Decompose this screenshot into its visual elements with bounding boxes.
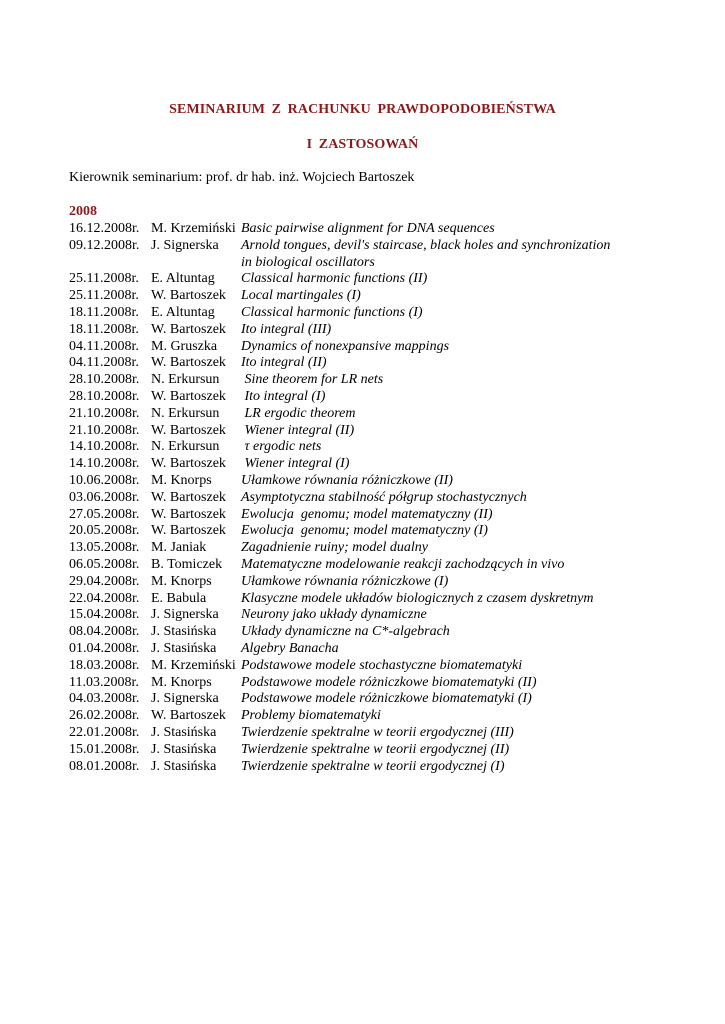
entry-date: 22.04.2008r. — [69, 590, 140, 606]
entry-speaker: E. Altuntag — [151, 304, 215, 320]
entry-topic: Twierdzenie spektralne w teorii ergodycznej (II) — [241, 741, 510, 757]
seminar-entry-list — [69, 221, 689, 775]
seminar-entry — [69, 238, 689, 272]
entry-speaker: M. Knorps — [151, 573, 212, 589]
entry-topic-continuation: in biological oscillators — [241, 254, 375, 270]
entry-speaker: W. Bartoszek — [151, 321, 226, 337]
seminar-entry — [69, 507, 689, 524]
entry-date: 15.04.2008r. — [69, 607, 140, 623]
entry-topic: Klasyczne modele układów biologicznych z czasem dyskretnym — [241, 590, 594, 606]
entry-topic: Ito integral (I) — [241, 388, 326, 404]
seminar-entry — [69, 624, 689, 641]
entry-topic: Sine theorem for LR nets — [241, 372, 384, 388]
entry-date: 20.05.2008r. — [69, 523, 140, 539]
entry-speaker: W. Bartoszek — [151, 422, 226, 438]
entry-date: 25.11.2008r. — [69, 288, 139, 304]
entry-speaker: N. Erkursun — [151, 405, 220, 421]
entry-speaker: J. Signerska — [151, 691, 219, 707]
entry-topic: Asymptotyczna stabilność półgrup stochastycznych — [241, 489, 527, 505]
seminar-entry — [69, 691, 689, 708]
seminar-entry — [69, 708, 689, 725]
entry-speaker: W. Bartoszek — [151, 288, 226, 304]
entry-date: 25.11.2008r. — [69, 271, 139, 287]
entry-topic: Podstawowe modele różniczkowe biomatematyki (I) — [241, 691, 532, 707]
entry-date: 29.04.2008r. — [69, 573, 140, 589]
entry-topic: Twierdzenie spektralne w teorii ergodycznej (III) — [241, 724, 514, 740]
seminar-entry — [69, 288, 689, 305]
entry-speaker: W. Bartoszek — [151, 506, 226, 522]
entry-date: 08.01.2008r. — [69, 758, 140, 774]
entry-topic: Ito integral (II) — [241, 355, 327, 371]
entry-topic: LR ergodic theorem — [241, 405, 356, 421]
seminar-entry — [69, 641, 689, 658]
entry-topic: Basic pairwise alignment for DNA sequences — [241, 221, 495, 236]
seminar-entry — [69, 607, 689, 624]
seminar-entry — [69, 540, 689, 557]
entry-speaker: J. Stasińska — [151, 741, 217, 757]
entry-speaker: E. Altuntag — [151, 271, 215, 287]
seminar-entry — [69, 271, 689, 288]
seminar-entry — [69, 322, 689, 339]
seminar-entry — [69, 523, 689, 540]
entry-date: 15.01.2008r. — [69, 741, 140, 757]
entry-date: 18.03.2008r. — [69, 657, 140, 673]
entry-date: 21.10.2008r. — [69, 405, 140, 421]
seminar-entry — [69, 557, 689, 574]
entry-speaker: M. Gruszka — [151, 338, 218, 354]
seminar-entry — [69, 423, 689, 440]
entry-topic: τ ergodic nets — [241, 439, 322, 455]
entry-date: 11.03.2008r. — [69, 674, 139, 690]
entry-topic: Classical harmonic functions (II) — [241, 271, 428, 287]
entry-date: 14.10.2008r. — [69, 439, 140, 455]
entry-speaker: M. Knorps — [151, 472, 212, 488]
entry-speaker: J. Stasińska — [151, 758, 217, 774]
seminar-entry — [69, 456, 689, 473]
entry-topic: Ito integral (III) — [241, 321, 332, 337]
entry-topic: Classical harmonic functions (I) — [241, 304, 423, 320]
entry-speaker: B. Tomiczek — [151, 556, 223, 572]
entry-topic: Ułamkowe równania różniczkowe (II) — [241, 472, 453, 488]
entry-speaker: M. Knorps — [151, 674, 212, 690]
entry-date: 28.10.2008r. — [69, 372, 140, 388]
seminar-entry — [69, 305, 689, 322]
entry-speaker: M. Krzemiński — [151, 657, 236, 673]
entry-date: 18.11.2008r. — [69, 304, 139, 320]
entry-topic: Podstawowe modele stochastyczne biomatematyki — [241, 657, 523, 673]
seminar-entry — [69, 490, 689, 507]
entry-speaker: W. Bartoszek — [151, 388, 226, 404]
entry-topic: Ewolucja genomu; model matematyczny (I) — [241, 523, 488, 539]
seminar-entry — [69, 725, 689, 742]
entry-date: 01.04.2008r. — [69, 640, 140, 656]
seminar-supervisor: Kierownik seminarium: prof. dr hab. inż. Wojciech Bartoszek — [69, 170, 415, 185]
entry-date: 27.05.2008r. — [69, 506, 140, 522]
entry-speaker: W. Bartoszek — [151, 489, 226, 505]
entry-date: 03.06.2008r. — [69, 489, 140, 505]
entry-topic: Układy dynamiczne na C*-algebrach — [241, 624, 450, 640]
entry-topic: Algebry Banacha — [241, 640, 339, 656]
entry-speaker: J. Stasińska — [151, 640, 217, 656]
seminar-entry — [69, 339, 689, 356]
entry-speaker: M. Janiak — [151, 540, 207, 556]
entry-speaker: E. Babula — [151, 590, 207, 606]
seminar-entry — [69, 439, 689, 456]
entry-topic: Wiener integral (I) — [241, 456, 350, 472]
entry-speaker: N. Erkursun — [151, 372, 220, 388]
entry-speaker: J. Stasińska — [151, 724, 217, 740]
page-title: SEMINARIUM Z RACHUNKU PRAWDOPODOBIEŃSTWA — [169, 102, 556, 117]
entry-topic: Podstawowe modele różniczkowe biomatematyki (II) — [241, 674, 537, 690]
entry-topic: Zagadnienie ruiny; model dualny — [241, 540, 429, 556]
seminar-entry — [69, 406, 689, 423]
entry-topic: Local martingales (I) — [241, 288, 361, 304]
entry-topic: Arnold tongues, devil's staircase, black holes and synchronization — [241, 237, 611, 253]
seminar-entry — [69, 473, 689, 490]
entry-date: 28.10.2008r. — [69, 388, 140, 404]
seminar-entry — [69, 658, 689, 675]
entry-date: 21.10.2008r. — [69, 422, 140, 438]
entry-speaker: W. Bartoszek — [151, 708, 226, 724]
entry-topic: Neurony jako układy dynamiczne — [241, 607, 427, 623]
entry-date: 10.06.2008r. — [69, 472, 140, 488]
entry-speaker: J. Signerska — [151, 237, 219, 253]
entry-topic: Dynamics of nonexpansive mappings — [241, 338, 450, 354]
entry-speaker: N. Erkursun — [151, 439, 220, 455]
entry-date: 06.05.2008r. — [69, 556, 140, 572]
seminar-entry — [69, 759, 689, 776]
seminar-entry — [69, 591, 689, 608]
seminar-entry — [69, 355, 689, 372]
entry-speaker: W. Bartoszek — [151, 456, 226, 472]
year-heading: 2008 — [69, 204, 97, 219]
entry-date: 09.12.2008r. — [69, 237, 140, 253]
seminar-entry — [69, 574, 689, 591]
entry-topic: Twierdzenie spektralne w teorii ergodycznej (I) — [241, 758, 505, 774]
entry-date: 04.11.2008r. — [69, 355, 139, 371]
seminar-entry — [69, 675, 689, 692]
seminar-entry — [69, 389, 689, 406]
entry-speaker: J. Signerska — [151, 607, 219, 623]
entry-date: 14.10.2008r. — [69, 456, 140, 472]
entry-date: 26.02.2008r. — [69, 708, 140, 724]
entry-date: 18.11.2008r. — [69, 321, 139, 337]
entry-speaker: M. Krzemiński — [151, 221, 236, 236]
entry-speaker: W. Bartoszek — [151, 355, 226, 371]
entry-topic: Ułamkowe równania różniczkowe (I) — [241, 573, 449, 589]
entry-date: 22.01.2008r. — [69, 724, 140, 740]
entry-date: 08.04.2008r. — [69, 624, 140, 640]
entry-speaker: J. Stasińska — [151, 624, 217, 640]
entry-date: 13.05.2008r. — [69, 540, 140, 556]
page-subtitle: I ZASTOSOWAŃ — [306, 137, 419, 152]
seminar-entry — [69, 221, 689, 238]
entry-topic: Matematyczne modelowanie reakcji zachodzących in vivo — [241, 556, 565, 572]
entry-date: 04.03.2008r. — [69, 691, 140, 707]
entry-date: 04.11.2008r. — [69, 338, 139, 354]
seminar-entry — [69, 742, 689, 759]
entry-topic: Ewolucja genomu; model matematyczny (II) — [241, 506, 493, 522]
entry-speaker: W. Bartoszek — [151, 523, 226, 539]
seminar-entry — [69, 372, 689, 389]
entry-date: 16.12.2008r. — [69, 221, 140, 236]
entry-topic: Wiener integral (II) — [241, 422, 355, 438]
entry-topic: Problemy biomatematyki — [241, 708, 381, 724]
